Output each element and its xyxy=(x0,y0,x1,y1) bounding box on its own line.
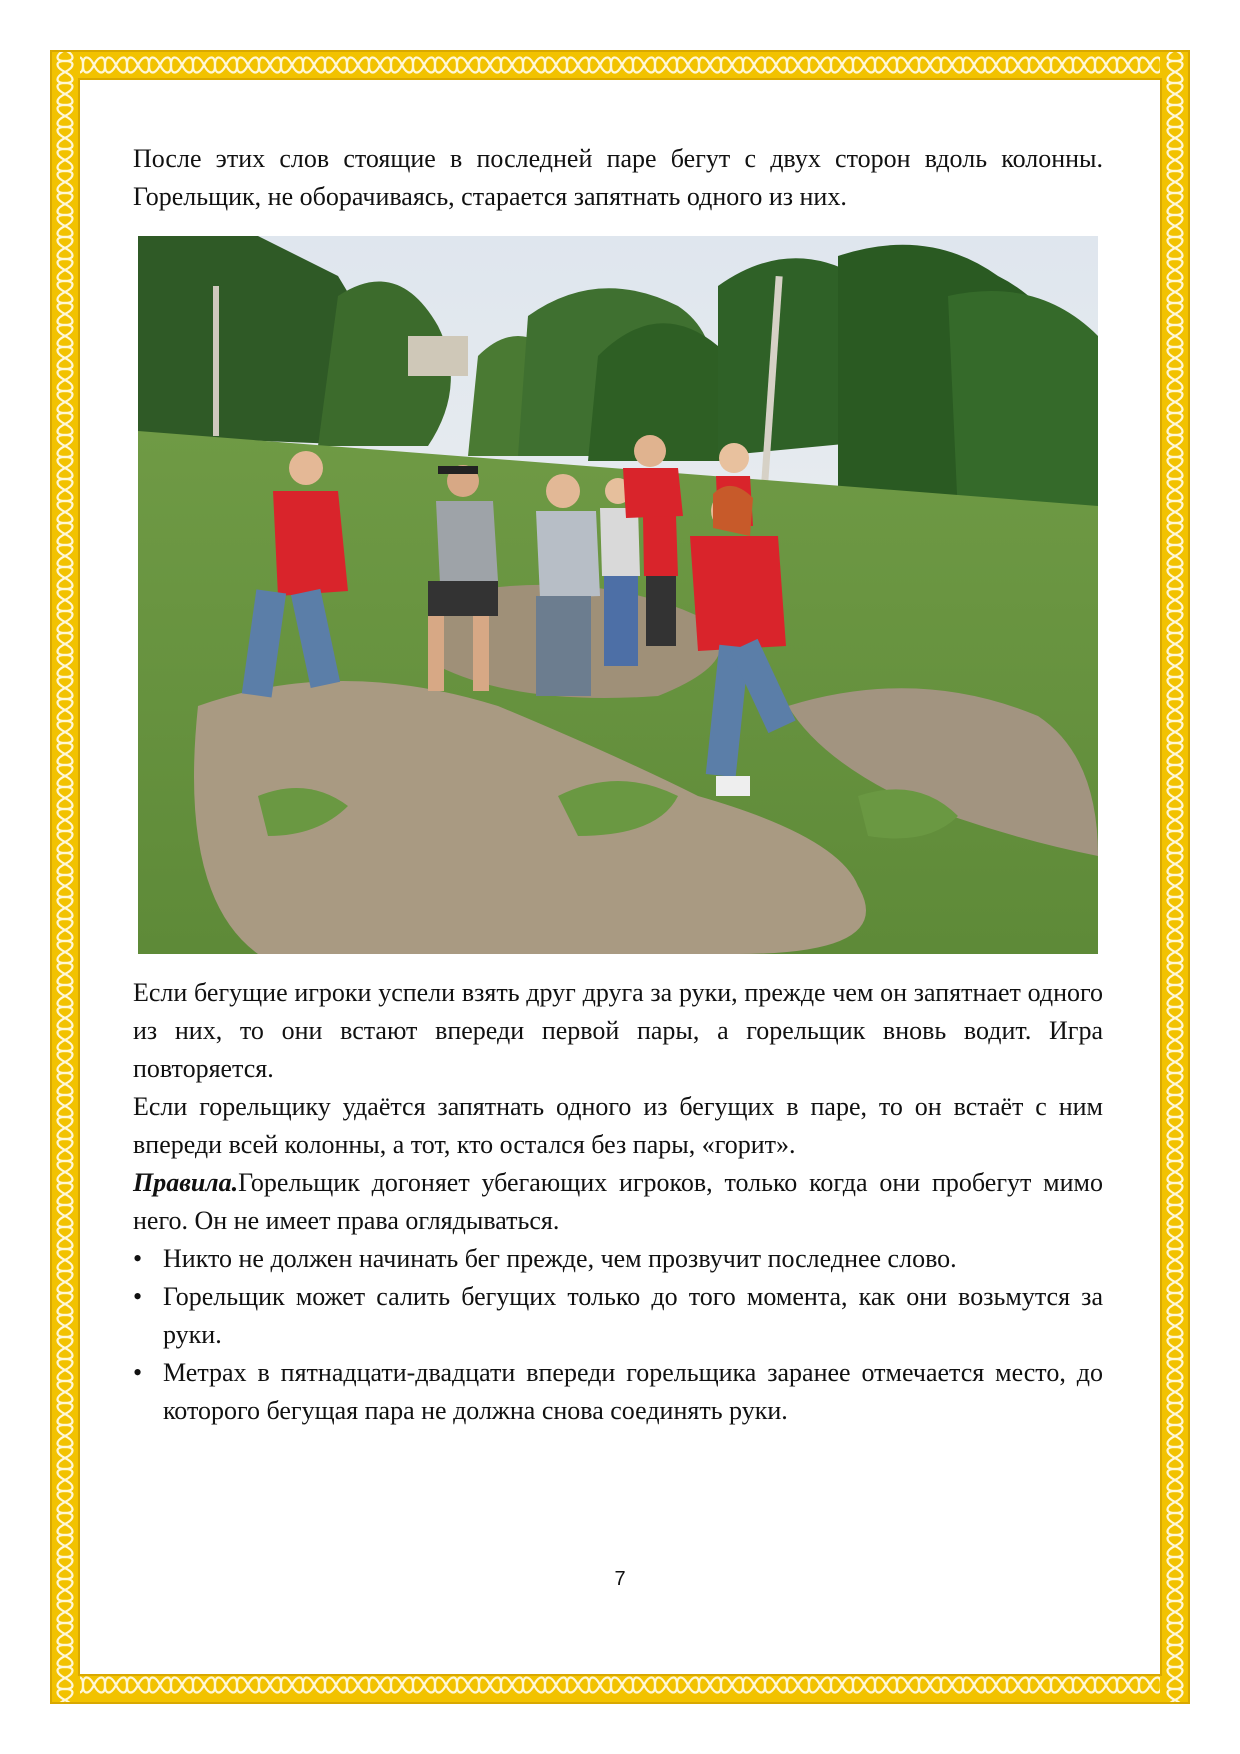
rules-text: Горельщик догоняет убегающих игроков, только когда они пробегут мимо него. Он не имеет права оглядываться. xyxy=(133,1168,1103,1235)
paragraph-intro: После этих слов стоящие в последней паре бегут с двух сторон вдоль колонны. Горельщик, не оборачиваясь, старается запятнать одного из них. xyxy=(133,144,1103,211)
rule-text: Горельщик может салить бегущих только до того момента, как они возьмутся за руки. xyxy=(163,1282,1103,1349)
bullet-icon: • xyxy=(133,1282,143,1311)
paragraph-outcome: Если бегущие игроки успели взять друг друга за руки, прежде чем он запятнает одного из них, то они встают впереди первой пары, а горельщик вновь водит. Игра повторяется. xyxy=(133,978,1103,1083)
bullet-icon: • xyxy=(133,1244,143,1273)
rule-text: Метрах в пятнадцати-двадцати впереди горельщика заранее отмечается место, до которого бегущая пара не должна снова соединять руки. xyxy=(163,1358,1103,1425)
rules-label: Правила. xyxy=(133,1168,239,1197)
page-number: 7 xyxy=(614,1568,626,1590)
page-content xyxy=(133,140,1103,1430)
list-item xyxy=(133,1354,1103,1430)
list-item xyxy=(133,1278,1103,1354)
children-playing-photo xyxy=(138,236,1098,954)
rules-paragraph xyxy=(133,1164,1103,1240)
list-item xyxy=(133,1240,1103,1278)
rule-text: Никто не должен начинать бег прежде, чем прозвучит последнее слово. xyxy=(163,1244,957,1273)
paragraph-tag: Если горельщику удаётся запятнать одного из бегущих в паре, то он встаёт с ним впереди всей колонны, а тот, кто остался без пары, «горит». xyxy=(133,1092,1103,1159)
bullet-icon: • xyxy=(133,1358,143,1387)
